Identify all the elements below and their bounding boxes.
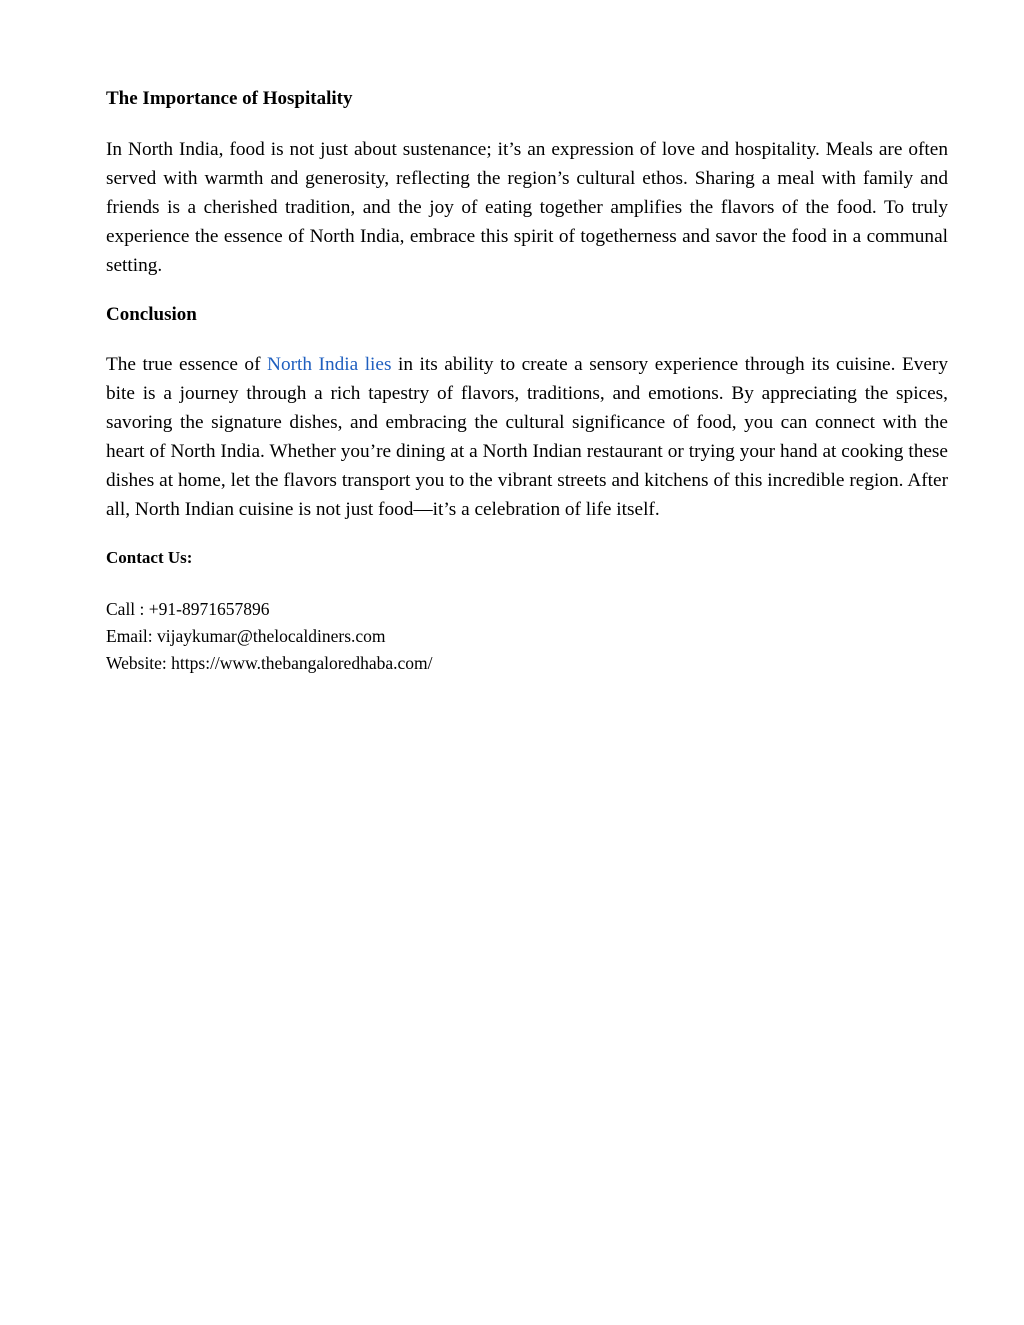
contact-heading: Contact Us: bbox=[106, 548, 193, 567]
paragraph-conclusion bbox=[106, 350, 948, 524]
contact-website: Website: https://www.thebangaloredhaba.com/ bbox=[106, 653, 433, 673]
contact-email: Email: vijaykumar@thelocaldiners.com bbox=[106, 626, 386, 646]
north-india-link[interactable]: North India lies bbox=[267, 354, 392, 375]
contact-details bbox=[106, 596, 948, 677]
conclusion-text-end: in its ability to create a sensory experience through its cuisine. Every bite is a journey through a rich tapestry of flavors, traditions, and emotions. By appreciating the spices, savoring the signature dishes, and embracing the cultural significance of food, you can connect with the heart of North India. Whether you’re dining at a North Indian restaurant or trying your hand at cooking these dishes at home, let the flavors transport you to the vibrant streets and kitchens of this incredible region. After all, North Indian cuisine is not just food—it’s a celebration of life itself. bbox=[106, 354, 948, 520]
section-heading-hospitality: The Importance of Hospitality bbox=[106, 88, 353, 109]
section-heading-conclusion: Conclusion bbox=[106, 304, 197, 325]
conclusion-text-start: The true essence of bbox=[106, 354, 268, 375]
paragraph-hospitality: In North India, food is not just about sustenance; it’s an expression of love and hospitality. Meals are often served with warmth and generosity, reflecting the region’s cultural ethos. Sharing a meal with family and friends is a cherished tradition, and the joy of eating together amplifies the flavors of the food. To truly experience the essence of North India, embrace this spirit of togetherness and savor the food in a communal setting. bbox=[106, 139, 948, 276]
contact-phone: Call : +91-8971657896 bbox=[106, 599, 270, 619]
document-page bbox=[106, 82, 948, 677]
